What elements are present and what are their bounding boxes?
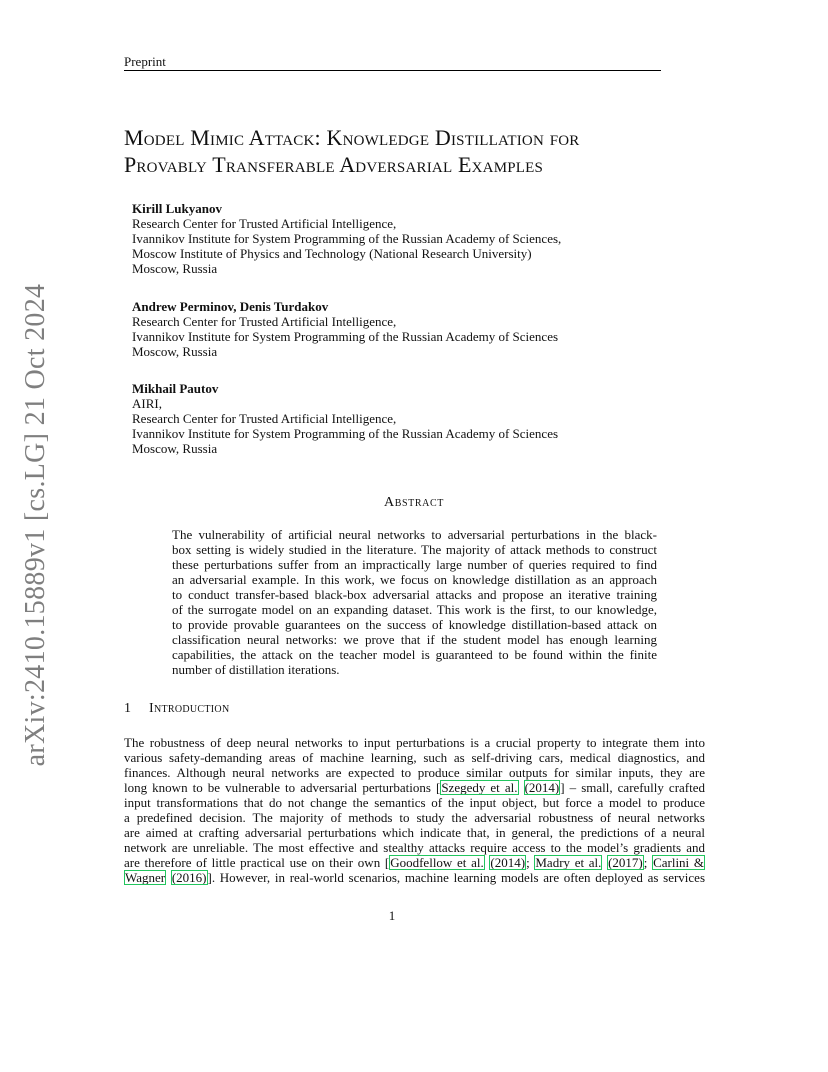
introduction-body: [124, 735, 705, 885]
citation-link-carlini-year[interactable]: (2016): [171, 870, 207, 885]
arxiv-identifier: arXiv:2410.15889v1 [cs.LG] 21 Oct 2024: [20, 283, 51, 767]
citation-link-madry-year[interactable]: (2017): [608, 855, 643, 870]
affiliation-line: Moscow, Russia: [132, 261, 218, 276]
running-header: Preprint: [124, 54, 166, 69]
abstract-line: these perturbations suffer from an impractically large number of queries required to find: [172, 557, 657, 572]
header-rule: [124, 70, 661, 71]
affiliation-line: Moscow Institute of Physics and Technology (National Research University): [132, 246, 532, 261]
title-line-2: Provably Transferable Adversarial Examples: [124, 152, 544, 177]
author-name: Andrew Perminov, Denis Turdakov: [132, 299, 329, 314]
abstract-line: classification neural networks: we prove that if the student model has enough learning: [172, 632, 657, 647]
body-line: The robustness of deep neural networks to input perturbations is a crucial property to integrate them into: [124, 735, 705, 750]
citation-link-szegedy-year[interactable]: (2014): [524, 780, 560, 795]
abstract-line: to conduct transfer-based black-box adversarial attacks and propose an iterative training: [172, 587, 657, 602]
section-heading: [124, 701, 229, 717]
abstract-line: box setting is widely studied in the literature. The majority of attack methods to construct: [172, 542, 657, 557]
body-line: Wagner (2016)]. However, in real-world scenarios, machine learning models are often deployed as services: [125, 870, 706, 885]
body-line: input transformations that do not change the semantics of the input object, but force a model to produce: [124, 795, 705, 810]
section-title: Introduction: [149, 701, 230, 716]
citation-link-carlini-name-cont[interactable]: Wagner: [125, 870, 166, 885]
body-line: various safety-demanding areas of machine learning, such as self-driving cars, medical diagnostics, and: [124, 750, 705, 765]
abstract-heading: Abstract: [384, 495, 444, 510]
body-line: long known to be vulnerable to adversarial perturbations [Szegedy et al. (2014)] – small, carefully crafted: [124, 780, 705, 795]
affiliation-line: Research Center for Trusted Artificial Intelligence,: [132, 314, 397, 329]
title-line-1: Model Mimic Attack: Knowledge Distillation for: [124, 125, 580, 150]
affiliation-line: Ivannikov Institute for System Programming of the Russian Academy of Sciences: [132, 426, 559, 441]
paper-title: [124, 124, 724, 178]
citation-link-goodfellow-year[interactable]: (2014): [490, 855, 526, 870]
body-line: finances. Although neural networks are expected to produce similar outputs for similar inputs, they are: [124, 765, 705, 780]
body-line: are aimed at crafting adversarial perturbations which indicate that, in general, the predictions of a neural: [124, 825, 705, 840]
author-block-1: [132, 201, 561, 276]
abstract-line: an adversarial example. In this work, we focus on knowledge distillation as an approach: [172, 572, 657, 587]
body-line: a predefined decision. The majority of methods to study the adversarial robustness of neural networks: [124, 810, 705, 825]
affiliation-line: Ivannikov Institute for System Programming of the Russian Academy of Sciences,: [132, 231, 562, 246]
affiliation-line: Research Center for Trusted Artificial Intelligence,: [132, 216, 397, 231]
abstract-body: [172, 527, 657, 677]
abstract-line: to provide provable guarantees on the success of knowledge distillation-based attack on: [172, 617, 657, 632]
author-name: Mikhail Pautov: [132, 381, 219, 396]
affiliation-line: Moscow, Russia: [132, 441, 218, 456]
citation-link-szegedy-name[interactable]: Szegedy et al.: [441, 780, 518, 795]
abstract-line: capabilities, the attack on the teacher model is guaranteed to be found within the finite: [172, 647, 657, 662]
author-block-2: [132, 299, 558, 359]
author-name: Kirill Lukyanov: [132, 201, 222, 216]
page-number: 1: [388, 908, 396, 923]
citation-link-goodfellow-name[interactable]: Goodfellow et al.: [390, 855, 484, 870]
citation-link-madry-name[interactable]: Madry et al.: [535, 855, 602, 870]
section-number: 1: [124, 701, 132, 716]
body-line: network are unreliable. The most effective and stealthy attacks require access to the model’s gradients and: [124, 840, 705, 855]
affiliation-line: AIRI,: [132, 396, 162, 411]
citation-link-carlini-name[interactable]: Carlini &: [653, 855, 704, 870]
abstract-line: The vulnerability of artificial neural networks to adversarial perturbations in the black-: [172, 527, 657, 542]
affiliation-line: Research Center for Trusted Artificial Intelligence,: [132, 411, 397, 426]
abstract-line: of the surrogate model on an expanding dataset. This work is the first, to our knowledge,: [172, 602, 657, 617]
affiliation-line: Moscow, Russia: [132, 344, 218, 359]
affiliation-line: Ivannikov Institute for System Programming of the Russian Academy of Sciences: [132, 329, 559, 344]
body-line: are therefore of little practical use on their own [Goodfellow et al. (2014); Madry et al. (2017); Carlini &: [124, 855, 704, 870]
abstract-line: number of distillation iterations.: [172, 662, 340, 677]
author-block-3: [132, 381, 558, 456]
